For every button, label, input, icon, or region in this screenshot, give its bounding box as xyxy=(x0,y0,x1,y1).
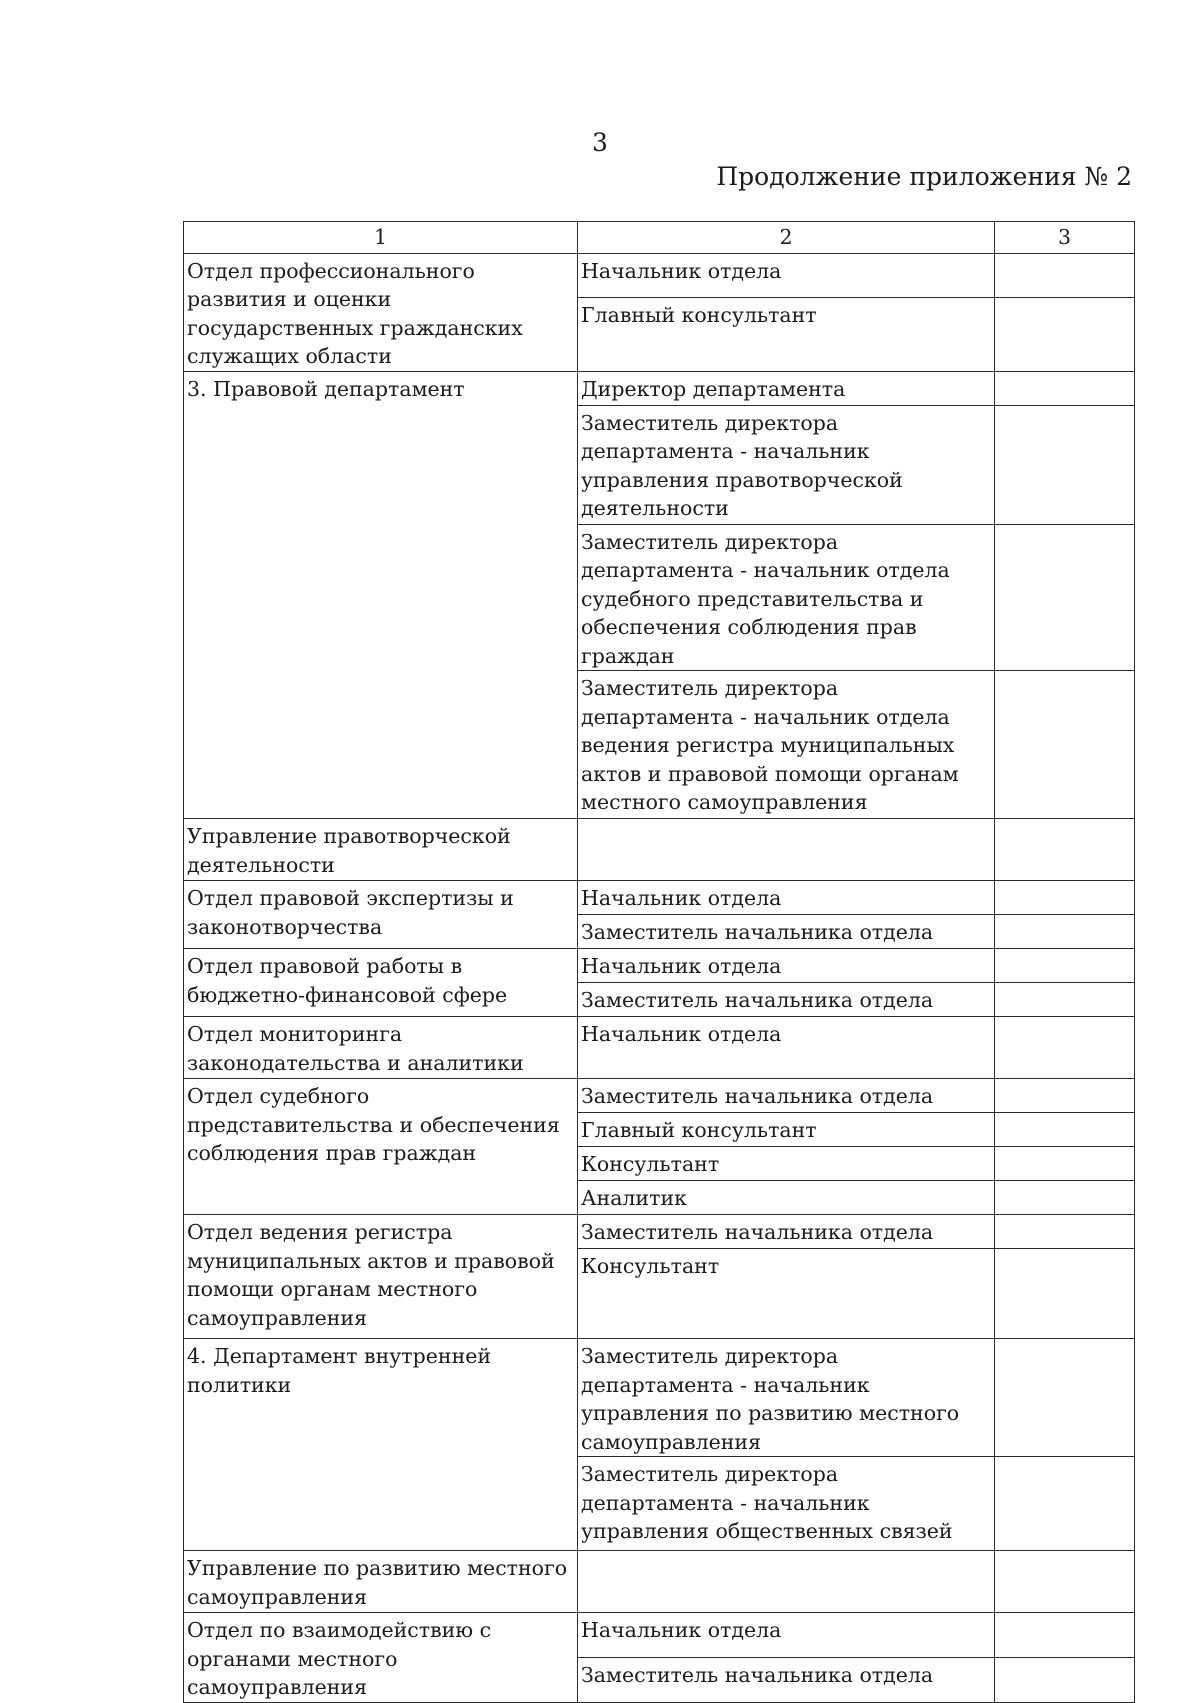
unit-cell: 3. Правовой департамент xyxy=(184,371,578,819)
table-row xyxy=(184,253,1135,297)
position-cell xyxy=(578,1551,995,1613)
position-cell: Заместитель начальника отдела xyxy=(578,1079,995,1113)
quantity-cell xyxy=(995,1457,1135,1551)
position-cell: Заместитель начальника отдела xyxy=(578,915,995,949)
header-col-3: 3 xyxy=(995,222,1135,254)
appendix-continuation-title: Продолжение приложения № 2 xyxy=(716,162,1132,191)
unit-cell: Отдел правовой работы в бюджетно-финансовой сфере xyxy=(184,949,578,1017)
unit-cell: Отдел ведения регистра муниципальных актов и правовой помощи органам местного самоуправления xyxy=(184,1215,578,1339)
position-cell: Заместитель начальника отдела xyxy=(578,983,995,1017)
position-cell: Начальник отдела xyxy=(578,1017,995,1079)
quantity-cell xyxy=(995,405,1135,524)
position-cell: Консультант xyxy=(578,1147,995,1181)
quantity-cell xyxy=(995,1657,1135,1702)
position-cell: Заместитель начальника отдела xyxy=(578,1215,995,1249)
table-row xyxy=(184,1613,1135,1658)
header-col-2: 2 xyxy=(578,222,995,254)
position-cell: Аналитик xyxy=(578,1181,995,1215)
quantity-cell xyxy=(995,1079,1135,1113)
quantity-cell xyxy=(995,1181,1135,1215)
position-cell xyxy=(578,819,995,881)
table-header-row xyxy=(184,222,1135,254)
position-cell: Главный консультант xyxy=(578,297,995,371)
unit-cell: Отдел мониторинга законодательства и аналитики xyxy=(184,1017,578,1079)
quantity-cell xyxy=(995,1551,1135,1613)
page-number: 3 xyxy=(592,128,608,157)
table-row xyxy=(184,1079,1135,1113)
quantity-cell xyxy=(995,371,1135,405)
position-cell: Начальник отдела xyxy=(578,881,995,915)
quantity-cell xyxy=(995,819,1135,881)
unit-cell: Отдел правовой экспертизы и законотворчества xyxy=(184,881,578,949)
quantity-cell xyxy=(995,297,1135,371)
position-cell: Консультант xyxy=(578,1249,995,1339)
table-row xyxy=(184,371,1135,405)
unit-cell: Отдел по взаимодействию с органами местного самоуправления xyxy=(184,1613,578,1703)
position-cell: Начальник отдела xyxy=(578,1613,995,1658)
table-row xyxy=(184,949,1135,983)
position-cell: Заместитель директора департамента - начальник управления правотворческой деятельности xyxy=(578,405,995,524)
position-cell: Заместитель директора департамента - начальник управления общественных связей xyxy=(578,1457,995,1551)
quantity-cell xyxy=(995,253,1135,297)
quantity-cell xyxy=(995,983,1135,1017)
quantity-cell xyxy=(995,1147,1135,1181)
table-row xyxy=(184,881,1135,915)
quantity-cell xyxy=(995,524,1135,671)
position-cell: Заместитель директора департамента - начальник управления по развитию местного самоуправления xyxy=(578,1339,995,1457)
table-row xyxy=(184,1551,1135,1613)
position-cell: Директор департамента xyxy=(578,371,995,405)
quantity-cell xyxy=(995,671,1135,819)
header-col-1: 1 xyxy=(184,222,578,254)
quantity-cell xyxy=(995,1113,1135,1147)
position-cell: Заместитель директора департамента - начальник отдела судебного представительства и обеспечения соблюдения прав граждан xyxy=(578,524,995,671)
quantity-cell xyxy=(995,1215,1135,1249)
quantity-cell xyxy=(995,915,1135,949)
position-cell: Начальник отдела xyxy=(578,949,995,983)
table-row xyxy=(184,1017,1135,1079)
quantity-cell xyxy=(995,1613,1135,1658)
quantity-cell xyxy=(995,1339,1135,1457)
unit-cell: 4. Департамент внутренней политики xyxy=(184,1339,578,1551)
table-row xyxy=(184,1339,1135,1457)
quantity-cell xyxy=(995,1249,1135,1339)
table-row xyxy=(184,819,1135,881)
unit-cell: Управление по развитию местного самоуправления xyxy=(184,1551,578,1613)
quantity-cell xyxy=(995,1017,1135,1079)
position-cell: Заместитель начальника отдела xyxy=(578,1657,995,1702)
unit-cell: Управление правотворческой деятельности xyxy=(184,819,578,881)
quantity-cell xyxy=(995,881,1135,915)
position-cell: Заместитель директора департамента - начальник отдела ведения регистра муниципальных актов и правовой помощи органам местного самоуправления xyxy=(578,671,995,819)
position-cell: Главный консультант xyxy=(578,1113,995,1147)
position-cell: Начальник отдела xyxy=(578,253,995,297)
unit-cell: Отдел судебного представительства и обеспечения соблюдения прав граждан xyxy=(184,1079,578,1215)
table-row xyxy=(184,1215,1135,1249)
positions-table xyxy=(183,221,1135,1703)
unit-cell: Отдел профессионального развития и оценки государственных гражданских служащих области xyxy=(184,253,578,371)
quantity-cell xyxy=(995,949,1135,983)
